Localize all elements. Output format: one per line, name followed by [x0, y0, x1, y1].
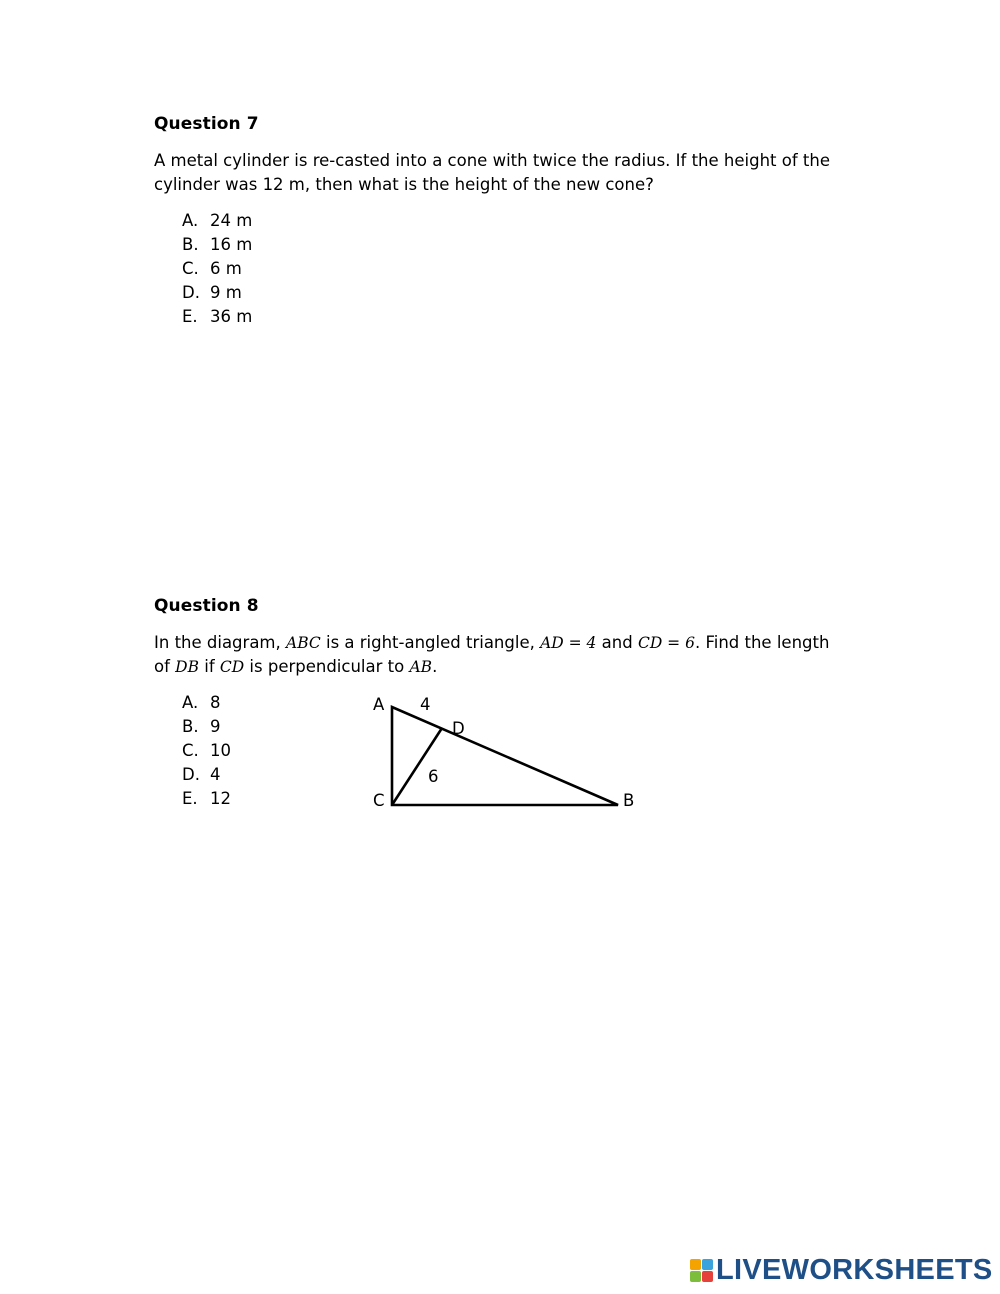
question-7-text-line-1: A metal cylinder is re-casted into a cone with twice the radius. If the height of the — [154, 151, 830, 170]
option-letter: B. — [182, 717, 199, 736]
text-run: . Find the length — [694, 633, 830, 652]
question-7-option-a[interactable] — [182, 209, 252, 233]
text-run: is a right-angled triangle, — [320, 633, 541, 652]
question-8-text — [154, 631, 844, 679]
math-ab: AB — [409, 658, 433, 676]
vertex-label-b: B — [623, 791, 635, 810]
option-letter: D. — [182, 283, 200, 302]
question-7-title: Question 7 — [154, 114, 259, 134]
question-8-title: Question 8 — [154, 596, 259, 616]
option-letter: C. — [182, 259, 199, 278]
question-8-option-a[interactable] — [182, 691, 231, 715]
option-value: 10 — [210, 741, 231, 760]
math-db: DB — [175, 658, 199, 676]
question-7-option-e[interactable] — [182, 305, 252, 329]
logo-tile — [702, 1259, 713, 1270]
option-value: 9 m — [210, 283, 242, 302]
logo-tile — [690, 1271, 701, 1282]
math-ad-equals-4: AD = 4 — [540, 634, 597, 652]
text-run: of — [154, 657, 176, 676]
option-letter: C. — [182, 741, 199, 760]
vertex-label-a: A — [373, 695, 385, 714]
option-letter: B. — [182, 235, 199, 254]
math-cd: CD — [219, 658, 245, 676]
text-run: is perpendicular to — [244, 657, 410, 676]
vertex-label-d: D — [452, 719, 465, 738]
liveworksheets-logo — [690, 1254, 993, 1287]
triangle-abc — [392, 707, 618, 805]
question-8-options — [182, 691, 231, 811]
logo-tiles-icon — [690, 1259, 713, 1282]
question-7-option-c[interactable] — [182, 257, 252, 281]
text-run: if — [198, 657, 220, 676]
option-letter: A. — [182, 693, 199, 712]
option-letter: E. — [182, 789, 198, 808]
text-run: In the diagram, — [154, 633, 286, 652]
option-value: 16 m — [210, 235, 253, 254]
option-value: 12 — [210, 789, 231, 808]
text-run: . — [432, 657, 438, 676]
option-value: 4 — [210, 765, 221, 784]
length-label-ad: 4 — [420, 695, 431, 714]
question-8-option-c[interactable] — [182, 739, 231, 763]
question-8-text-line-2 — [154, 655, 844, 679]
question-7-text-line-2: cylinder was 12 m, then what is the height of the new cone? — [154, 175, 654, 194]
option-value: 6 m — [210, 259, 242, 278]
option-value: 8 — [210, 693, 221, 712]
question-7-text — [154, 149, 844, 197]
text-run: and — [596, 633, 638, 652]
vertex-label-c: C — [373, 791, 385, 810]
option-value: 24 m — [210, 211, 253, 230]
option-value: 36 m — [210, 307, 253, 326]
brand-name: LIVEWORKSHEETS — [716, 1254, 993, 1286]
question-7-option-b[interactable] — [182, 233, 252, 257]
triangle-diagram — [360, 690, 650, 820]
question-7-option-d[interactable] — [182, 281, 252, 305]
question-8-option-d[interactable] — [182, 763, 231, 787]
length-label-cd: 6 — [428, 767, 439, 786]
option-letter: D. — [182, 765, 200, 784]
question-7-options — [182, 209, 252, 329]
option-value: 9 — [210, 717, 221, 736]
math-cd-equals-6: CD = 6 — [637, 634, 695, 652]
question-8-option-b[interactable] — [182, 715, 231, 739]
option-letter: A. — [182, 211, 199, 230]
logo-tile — [702, 1271, 713, 1282]
option-letter: E. — [182, 307, 198, 326]
question-8-option-e[interactable] — [182, 787, 231, 811]
math-abc: ABC — [286, 634, 321, 652]
question-8-text-line-1 — [154, 631, 844, 655]
logo-tile — [690, 1259, 701, 1270]
